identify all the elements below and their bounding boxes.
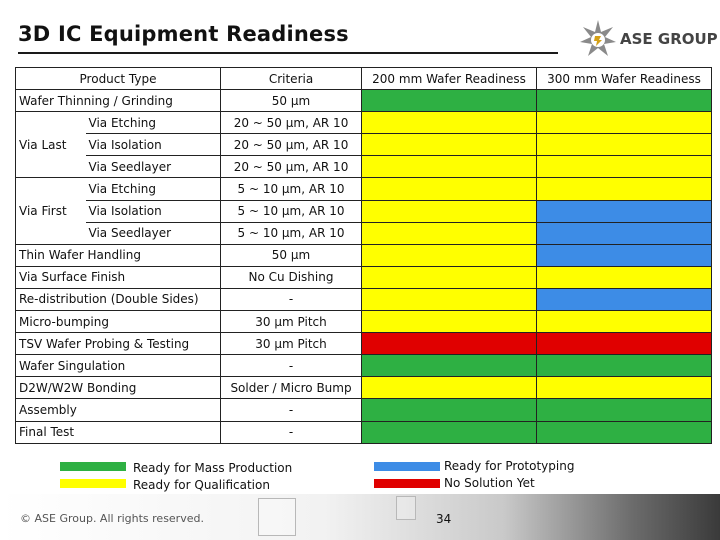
table-row (16, 399, 712, 421)
criteria-cell: 30 µm Pitch (221, 333, 362, 355)
table-row (16, 244, 712, 266)
page-number: 34 (436, 512, 452, 526)
readiness-300mm-cell (537, 288, 712, 310)
criteria-cell: 5 ~ 10 µm, AR 10 (221, 200, 362, 222)
product-type-cell: Via Surface Finish (16, 266, 221, 288)
table-row (16, 288, 712, 310)
readiness-300mm-cell (537, 333, 712, 355)
header-200mm: 200 mm Wafer Readiness (362, 68, 537, 90)
header-criteria: Criteria (221, 68, 362, 90)
readiness-200mm-cell (362, 200, 537, 222)
group-label-via-last: Via Last (16, 112, 86, 178)
table-row (16, 178, 712, 200)
table-row (16, 266, 712, 288)
ase-logo (578, 18, 718, 62)
header-300mm: 300 mm Wafer Readiness (537, 68, 712, 90)
legend-label-prototyping: Ready for Prototyping (444, 459, 575, 473)
table-row (16, 112, 712, 134)
readiness-300mm-cell (537, 311, 712, 333)
readiness-300mm-cell (537, 134, 712, 156)
readiness-300mm-cell (537, 112, 712, 134)
readiness-300mm-cell (537, 355, 712, 377)
legend-label-no-solution: No Solution Yet (444, 476, 535, 490)
readiness-200mm-cell (362, 156, 537, 178)
product-type-cell: Wafer Singulation (16, 355, 221, 377)
page-title: 3D IC Equipment Readiness (18, 22, 349, 46)
product-type-cell: Final Test (16, 421, 221, 443)
criteria-cell: Solder / Micro Bump (221, 377, 362, 399)
product-type-cell: Micro-bumping (16, 311, 221, 333)
readiness-200mm-cell (362, 134, 537, 156)
table-row (16, 355, 712, 377)
table-row (16, 333, 712, 355)
readiness-200mm-cell (362, 311, 537, 333)
criteria-cell: - (221, 399, 362, 421)
readiness-300mm-cell (537, 421, 712, 443)
product-type-cell: Via Seedlayer (86, 222, 221, 244)
group-label-via-first: Via First (16, 178, 86, 244)
product-type-cell: D2W/W2W Bonding (16, 377, 221, 399)
product-type-cell: Re-distribution (Double Sides) (16, 288, 221, 310)
readiness-200mm-cell (362, 333, 537, 355)
footer-decoration (258, 498, 296, 536)
product-type-cell: Via Etching (86, 112, 221, 134)
criteria-cell: 20 ~ 50 µm, AR 10 (221, 156, 362, 178)
ase-star-icon (578, 18, 618, 62)
readiness-200mm-cell (362, 90, 537, 112)
readiness-300mm-cell (537, 156, 712, 178)
table-row (16, 311, 712, 333)
criteria-cell: 20 ~ 50 µm, AR 10 (221, 134, 362, 156)
table-row (16, 200, 712, 222)
footer-decoration (396, 496, 416, 520)
readiness-200mm-cell (362, 355, 537, 377)
readiness-300mm-cell (537, 90, 712, 112)
legend-swatch-mass-production (60, 462, 126, 471)
readiness-200mm-cell (362, 178, 537, 200)
criteria-cell: 50 µm (221, 90, 362, 112)
criteria-cell: - (221, 355, 362, 377)
readiness-200mm-cell (362, 222, 537, 244)
footer-copyright: © ASE Group. All rights reserved. (20, 512, 204, 525)
product-type-cell: Via Isolation (86, 200, 221, 222)
product-type-cell: Via Seedlayer (86, 156, 221, 178)
criteria-cell: 20 ~ 50 µm, AR 10 (221, 112, 362, 134)
criteria-cell: 5 ~ 10 µm, AR 10 (221, 178, 362, 200)
header-row (16, 68, 712, 90)
readiness-table (15, 67, 712, 444)
readiness-200mm-cell (362, 244, 537, 266)
logo-text: ASE GROUP (620, 30, 718, 48)
criteria-cell: 50 µm (221, 244, 362, 266)
readiness-300mm-cell (537, 244, 712, 266)
product-type-cell: Wafer Thinning / Grinding (16, 90, 221, 112)
table-row (16, 222, 712, 244)
criteria-cell: - (221, 288, 362, 310)
product-type-cell: Via Etching (86, 178, 221, 200)
legend-label-mass-production: Ready for Mass Production (133, 461, 293, 475)
readiness-300mm-cell (537, 178, 712, 200)
product-type-cell: TSV Wafer Probing & Testing (16, 333, 221, 355)
table-row (16, 134, 712, 156)
header-product-type: Product Type (16, 68, 221, 90)
readiness-300mm-cell (537, 200, 712, 222)
table-row (16, 377, 712, 399)
legend-label-qualification: Ready for Qualification (133, 478, 270, 492)
readiness-300mm-cell (537, 377, 712, 399)
table-row (16, 421, 712, 443)
readiness-200mm-cell (362, 288, 537, 310)
product-type-cell: Via Isolation (86, 134, 221, 156)
readiness-200mm-cell (362, 399, 537, 421)
criteria-cell: 30 µm Pitch (221, 311, 362, 333)
readiness-300mm-cell (537, 266, 712, 288)
legend-swatch-no-solution (374, 479, 440, 488)
legend-swatch-prototyping (374, 462, 440, 471)
product-type-cell: Thin Wafer Handling (16, 244, 221, 266)
legend-swatch-qualification (60, 479, 126, 488)
readiness-200mm-cell (362, 112, 537, 134)
criteria-cell: 5 ~ 10 µm, AR 10 (221, 222, 362, 244)
readiness-300mm-cell (537, 399, 712, 421)
readiness-200mm-cell (362, 421, 537, 443)
title-divider (18, 52, 558, 54)
product-type-cell: Assembly (16, 399, 221, 421)
table-row (16, 90, 712, 112)
table-row (16, 156, 712, 178)
readiness-300mm-cell (537, 222, 712, 244)
readiness-200mm-cell (362, 377, 537, 399)
criteria-cell: No Cu Dishing (221, 266, 362, 288)
footer-bar (0, 494, 720, 540)
criteria-cell: - (221, 421, 362, 443)
readiness-200mm-cell (362, 266, 537, 288)
